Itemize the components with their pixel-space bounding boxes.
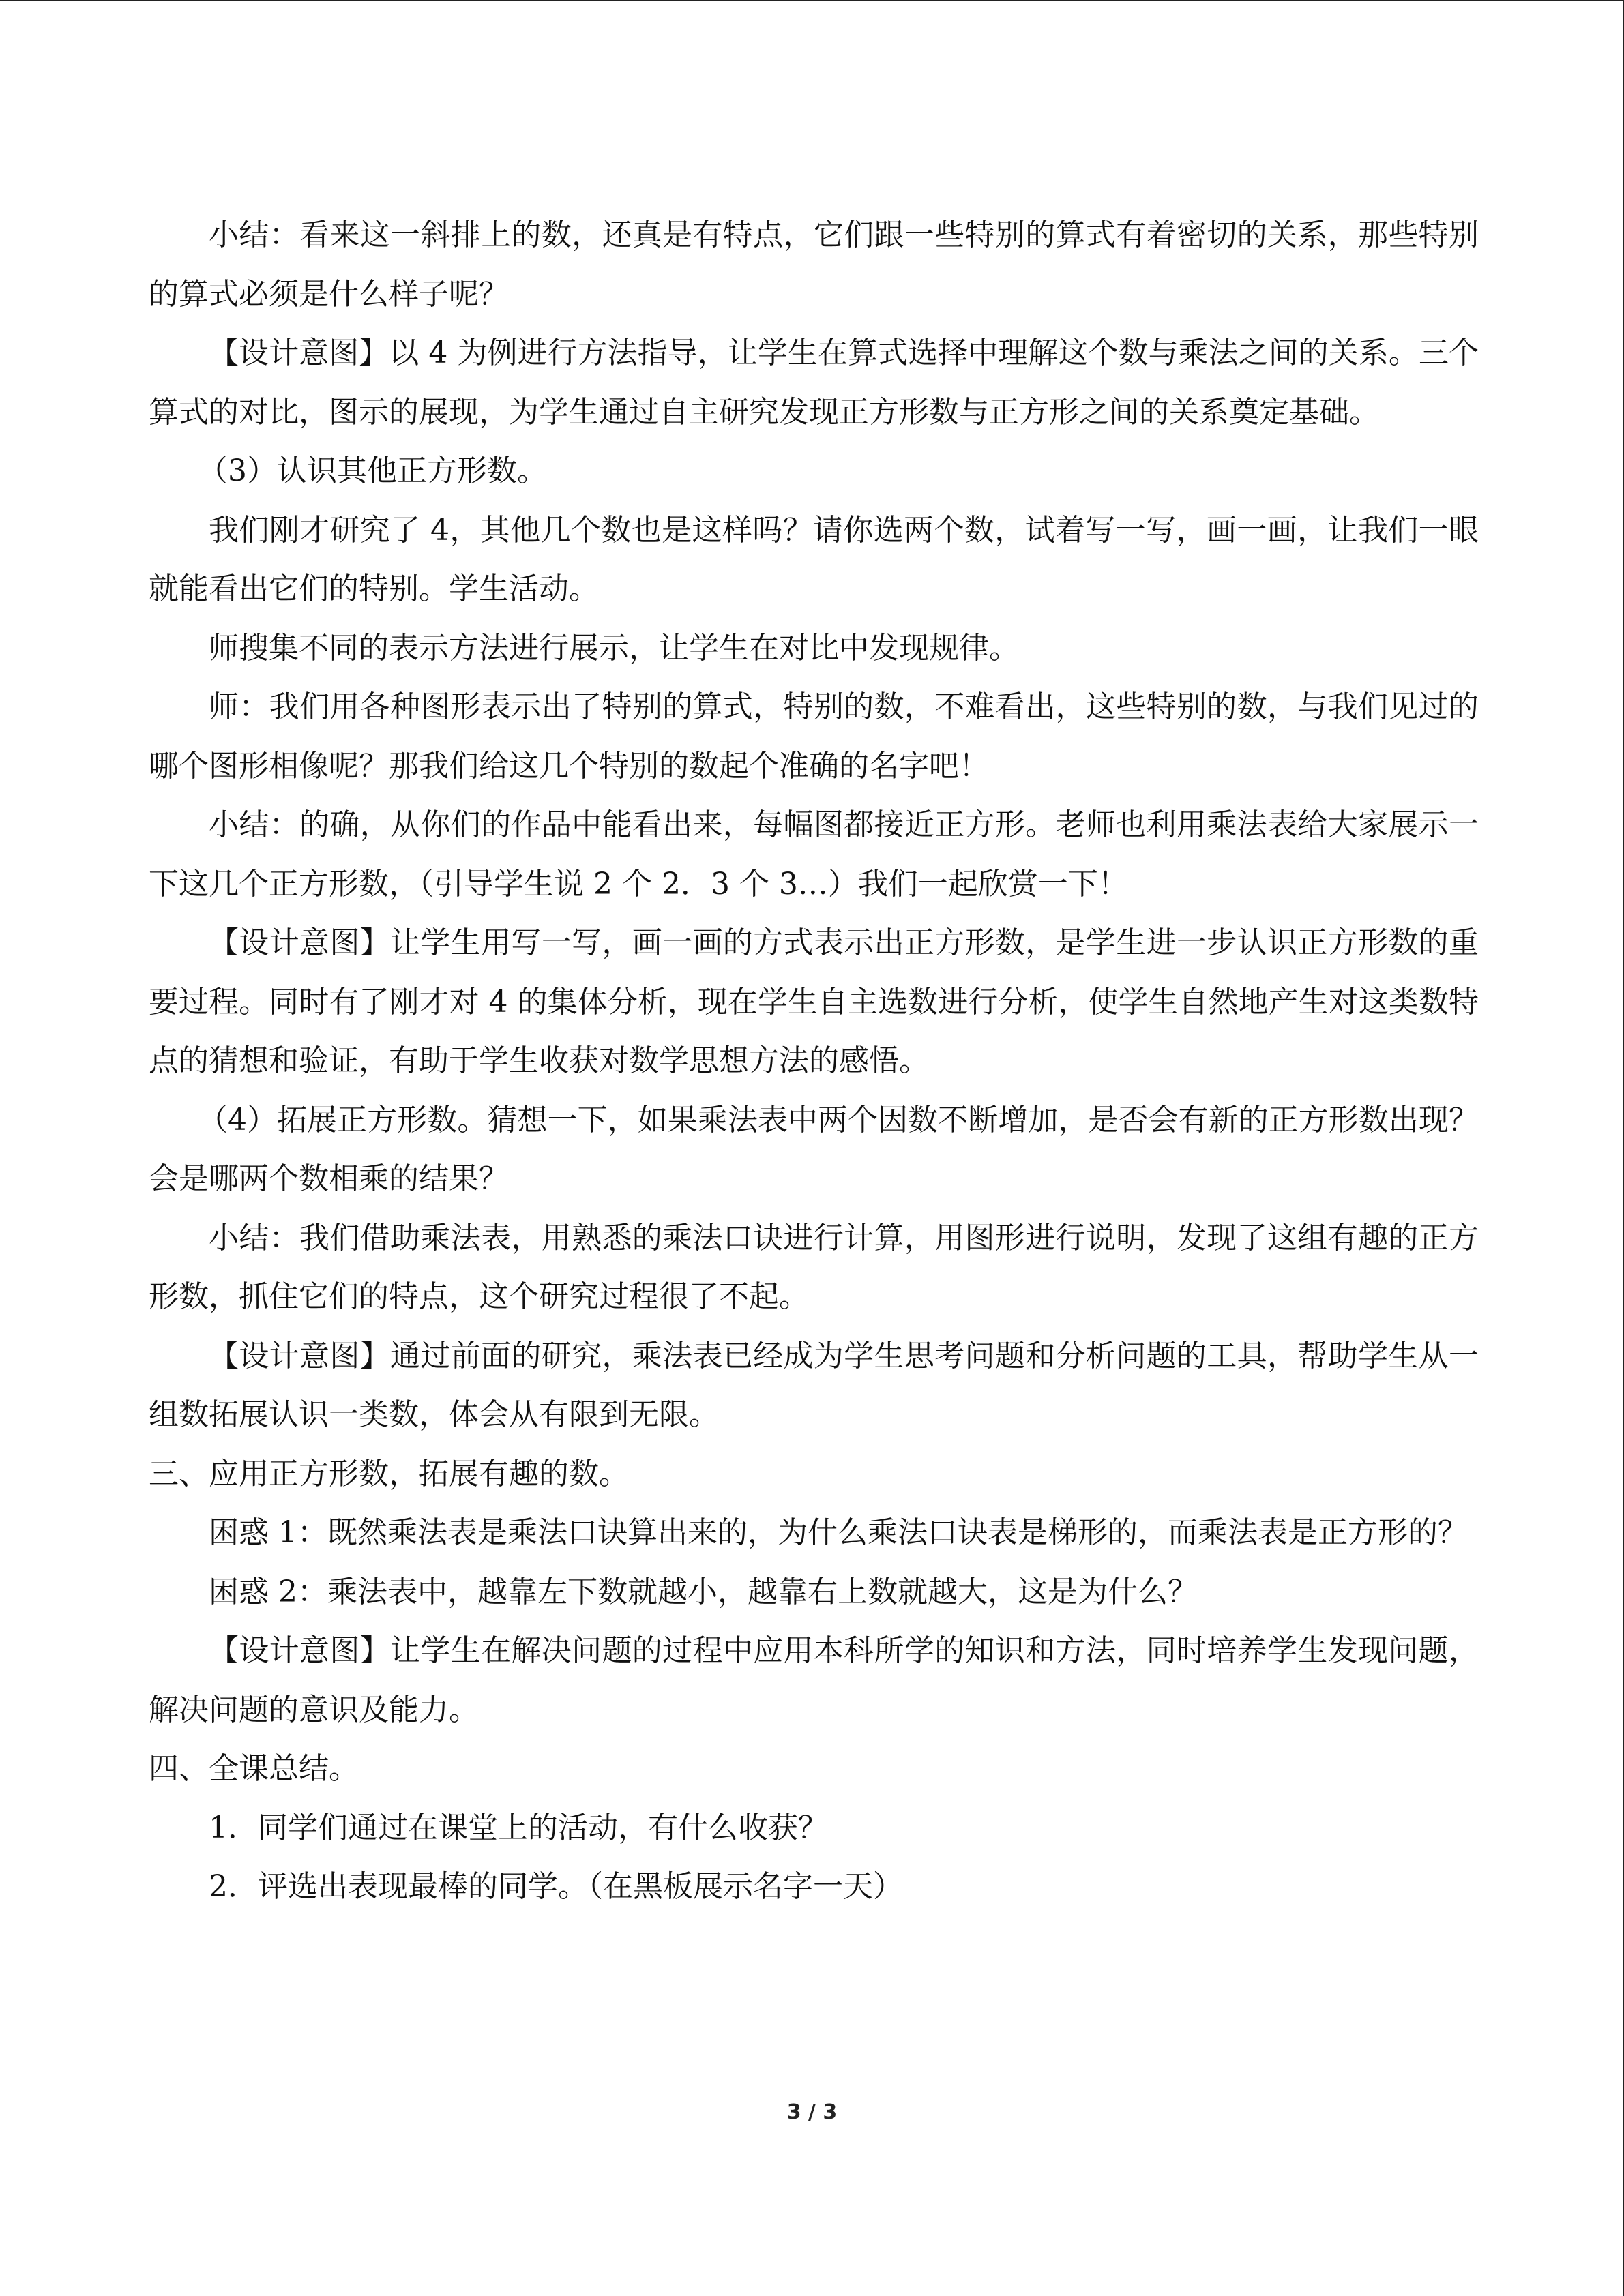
section-heading-4: 四、全课总结。 xyxy=(149,1751,359,1786)
page-number: 3 / 3 xyxy=(786,2100,838,2124)
paragraph-step-3-heading: （3）认识其他正方形数。 xyxy=(198,453,547,488)
document-body xyxy=(149,206,1479,1917)
paragraph-conclusion-2: 2．评选出表现最棒的同学。（在黑板展示名字一天） xyxy=(209,1869,903,1904)
paragraph-puzzle-1: 困惑 1：既然乘法表是乘法口诀算出来的，为什么乘法口诀表是梯形的，而乘法表是正方形的？ xyxy=(209,1515,1468,1550)
section-heading-3: 三、应用正方形数，拓展有趣的数。 xyxy=(149,1456,629,1491)
paragraph-summary-2: 小结：的确，从你们的作品中能看出来，每幅图都接近正方形。老师也利用乘法表给大家展示一下这几个正方形数，（引导学生说 2 个 2．3 个 3…）我们一起欣赏一下！ xyxy=(149,807,1479,901)
paragraph-teacher-question: 师：我们用各种图形表示出了特别的算式，特别的数，不难看出，这些特别的数，与我们见过的哪个图形相像呢？那我们给这几个特别的数起个准确的名字吧！ xyxy=(149,689,1479,784)
paragraph-design-intent-1: 【设计意图】以 4 为例进行方法指导，让学生在算式选择中理解这个数与乘法之间的关系。三个算式的对比，图示的展现，为学生通过自主研究发现正方形数与正方形之间的关系奠定基础。 xyxy=(149,336,1479,430)
paragraph-design-intent-2: 【设计意图】让学生用写一写，画一画的方式表示出正方形数，是学生进一步认识正方形数的重要过程。同时有了刚才对 4 的集体分析，现在学生自主选数进行分析，使学生自然地产生对这类数特点的猜想和验证，有助于学生收获对数学思想方法的感悟。 xyxy=(149,925,1479,1078)
paragraph-step-4-heading: （4）拓展正方形数。猜想一下，如果乘法表中两个因数不断增加，是否会有新的正方形数出现？会是哪两个数相乘的结果？ xyxy=(149,1102,1479,1196)
paragraph-summary-3: 小结：我们借助乘法表，用熟悉的乘法口诀进行计算，用图形进行说明，发现了这组有趣的正方形数，抓住它们的特点，这个研究过程很了不起。 xyxy=(149,1220,1479,1314)
paragraph-puzzle-2: 困惑 2：乘法表中，越靠左下数就越小，越靠右上数就越大，这是为什么？ xyxy=(209,1574,1198,1609)
paragraph-teacher-collect: 师搜集不同的表示方法进行展示，让学生在对比中发现规律。 xyxy=(209,630,1019,666)
paragraph-conclusion-1: 1．同学们通过在课堂上的活动，有什么收获？ xyxy=(209,1810,828,1845)
paragraph-design-intent-3: 【设计意图】通过前面的研究，乘法表已经成为学生思考问题和分析问题的工具，帮助学生从一组数拓展认识一类数，体会从有限到无限。 xyxy=(149,1338,1479,1432)
paragraph-step-3-activity: 我们刚才研究了 4，其他几个数也是这样吗？请你选两个数，试着写一写，画一画，让我们一眼就能看出它们的特别。学生活动。 xyxy=(149,512,1479,606)
paragraph-summary-1: 小结：看来这一斜排上的数，还真是有特点，它们跟一些特别的算式有着密切的关系，那些特别的算式必须是什么样子呢？ xyxy=(149,218,1479,312)
paragraph-design-intent-4: 【设计意图】让学生在解决问题的过程中应用本科所学的知识和方法，同时培养学生发现问题，解决问题的意识及能力。 xyxy=(149,1633,1479,1727)
